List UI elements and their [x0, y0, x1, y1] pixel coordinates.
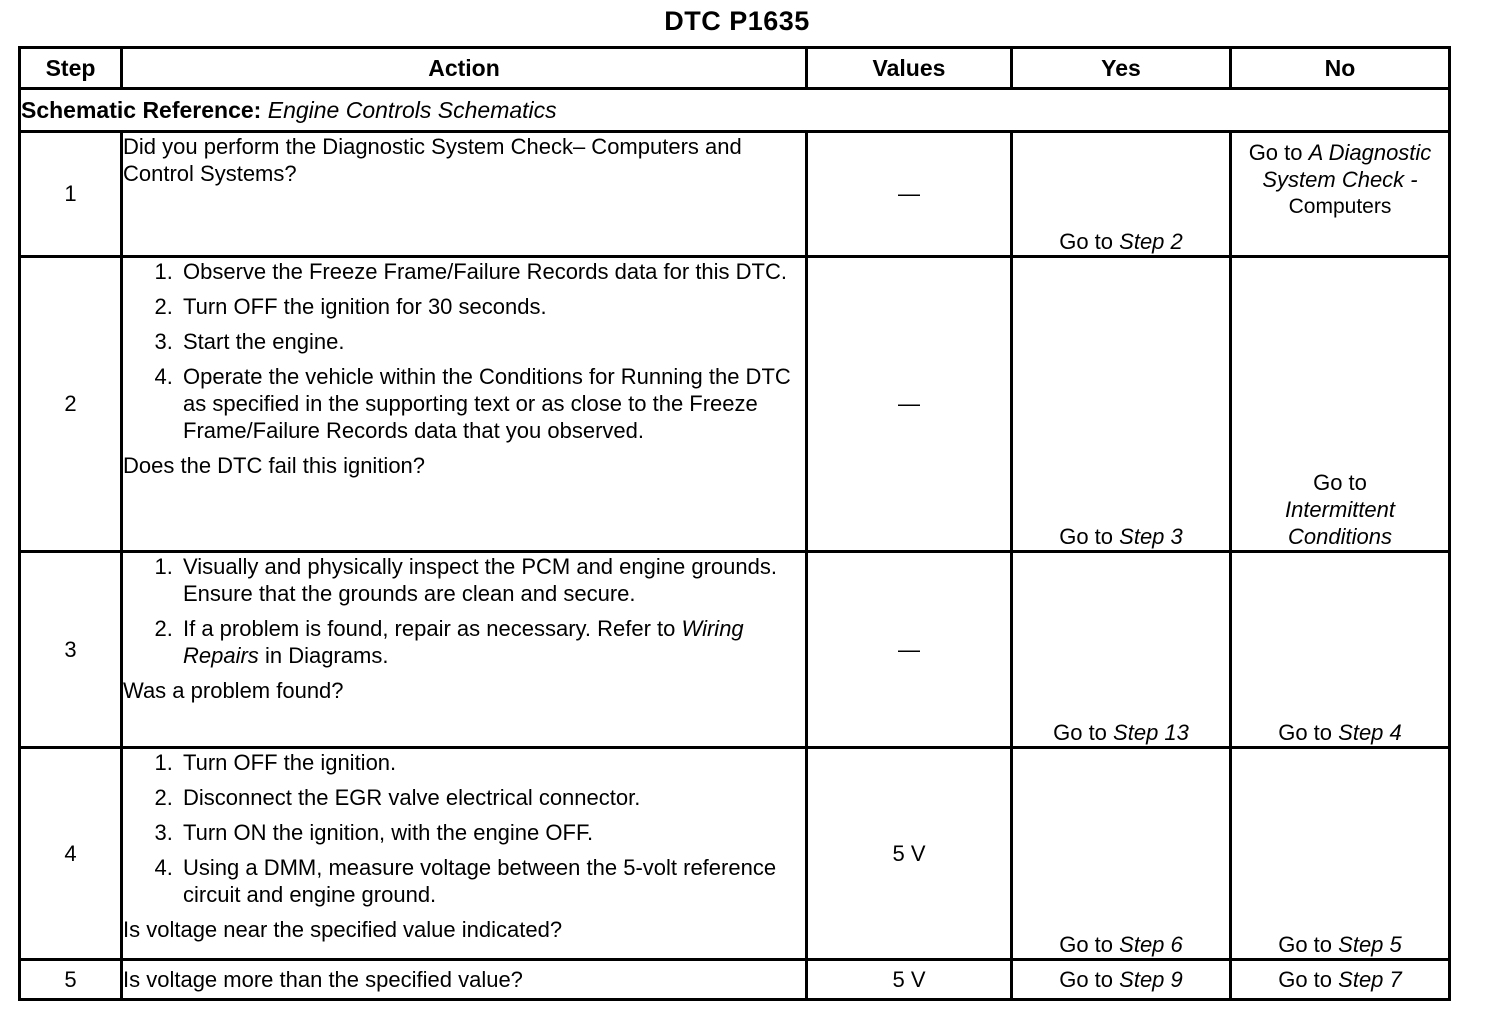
yes-target: Step 3: [1119, 524, 1183, 549]
values-cell: —: [807, 132, 1012, 257]
action-question: Was a problem found?: [123, 678, 344, 703]
yes-prefix: Go to: [1053, 720, 1107, 745]
table-row: [20, 257, 1450, 552]
yes-cell: [1012, 552, 1231, 748]
diagrams-reference: Diagrams.: [288, 643, 389, 668]
table-row: [20, 132, 1450, 257]
wiring-repairs-reference: Wiring Repairs: [183, 616, 744, 668]
header-no: No: [1231, 48, 1450, 89]
yes-cell: [1012, 257, 1231, 552]
yes-prefix: Go to: [1059, 229, 1114, 254]
action-cell: [122, 960, 807, 1000]
schematic-reference: [20, 89, 1450, 132]
action-step: [179, 615, 805, 669]
no-suffix: Computers: [1288, 195, 1392, 218]
yes-prefix: Go to: [1059, 932, 1114, 957]
diagnostic-table: [18, 46, 1451, 1001]
table-row: [20, 748, 1450, 960]
action-cell: [122, 748, 807, 960]
action-steps: [123, 749, 805, 908]
action-steps: [123, 553, 805, 669]
yes-target: Step 9: [1119, 967, 1183, 992]
values-cell: 5 V: [807, 960, 1012, 1000]
action-cell: [122, 257, 807, 552]
schematic-reference-row: [20, 89, 1450, 132]
action-question: Did you perform the Diagnostic System Check– Computers and Control Systems?: [123, 134, 742, 186]
no-cell: [1231, 257, 1450, 552]
yes-prefix: Go to: [1059, 524, 1114, 549]
yes-target: Step 2: [1119, 229, 1183, 254]
no-prefix: Go to: [1313, 470, 1367, 495]
action-step: 3. Turn ON the ignition, with the engine OFF.: [179, 819, 805, 846]
values-cell: 5 V: [807, 748, 1012, 960]
values-cell: —: [807, 257, 1012, 552]
header-values: Values: [807, 48, 1012, 89]
action-steps: [123, 258, 805, 444]
step-number: 2: [20, 257, 122, 552]
action-step: 3. Start the engine.: [179, 328, 805, 355]
action-question: Does the DTC fail this ignition?: [123, 453, 426, 478]
header-action: Action: [122, 48, 807, 89]
no-target: Step 5: [1338, 932, 1402, 957]
yes-cell: [1012, 748, 1231, 960]
step-number: 1: [20, 132, 122, 257]
no-target: Intermittent Conditions: [1284, 497, 1396, 549]
action-step-mid: in: [264, 643, 283, 668]
action-cell: [122, 552, 807, 748]
action-question: Is voltage more than the specified value?: [123, 967, 523, 992]
page-title: DTC P1635: [664, 6, 810, 36]
reference-label: Schematic Reference:: [21, 96, 262, 123]
step-number: 4: [20, 748, 122, 960]
action-step: 2. Disconnect the EGR valve electrical connector.: [179, 784, 805, 811]
yes-target: Step 13: [1113, 720, 1189, 745]
no-cell: [1231, 552, 1450, 748]
action-step: 2. Turn OFF the ignition for 30 seconds.: [179, 293, 805, 320]
no-target: A Diagnostic System Check -: [1262, 140, 1432, 192]
action-step: 4. Operate the vehicle within the Conditions for Running the DTC as specified in the supporting text or as close to the Freeze Frame/Failure Records data that you observed.: [179, 363, 805, 444]
action-cell: [122, 132, 807, 257]
no-prefix: Go to: [1278, 932, 1333, 957]
header-step: Step: [20, 48, 122, 89]
no-prefix: Go to: [1248, 140, 1303, 165]
yes-target: Step 6: [1119, 932, 1183, 957]
step-number: 3: [20, 552, 122, 748]
table-row: [20, 960, 1450, 1000]
action-step: 4. Using a DMM, measure voltage between the 5-volt reference circuit and engine ground.: [179, 854, 805, 908]
no-prefix: Go to: [1278, 967, 1333, 992]
action-step: 1. Observe the Freeze Frame/Failure Records data for this DTC.: [179, 258, 805, 285]
action-step: 1. Visually and physically inspect the PCM and engine grounds. Ensure that the grounds are clean and secure.: [179, 553, 805, 607]
no-target: Step 7: [1338, 967, 1402, 992]
no-cell: [1231, 748, 1450, 960]
header-row: [20, 48, 1450, 89]
no-cell: [1231, 960, 1450, 1000]
table-row: [20, 552, 1450, 748]
no-target: Step 4: [1338, 720, 1402, 745]
values-cell: —: [807, 552, 1012, 748]
yes-cell: [1012, 960, 1231, 1000]
yes-cell: [1012, 132, 1231, 257]
action-step: 1. Turn OFF the ignition.: [179, 749, 805, 776]
action-question: Is voltage near the specified value indicated?: [123, 917, 563, 942]
reference-value: Engine Controls Schematics: [267, 96, 557, 123]
step-number: 5: [20, 960, 122, 1000]
no-prefix: Go to: [1278, 720, 1333, 745]
no-cell: [1231, 132, 1450, 257]
header-yes: Yes: [1012, 48, 1231, 89]
yes-prefix: Go to: [1059, 967, 1114, 992]
action-step-text: If a problem is found, repair as necessary. Refer to: [183, 616, 676, 641]
